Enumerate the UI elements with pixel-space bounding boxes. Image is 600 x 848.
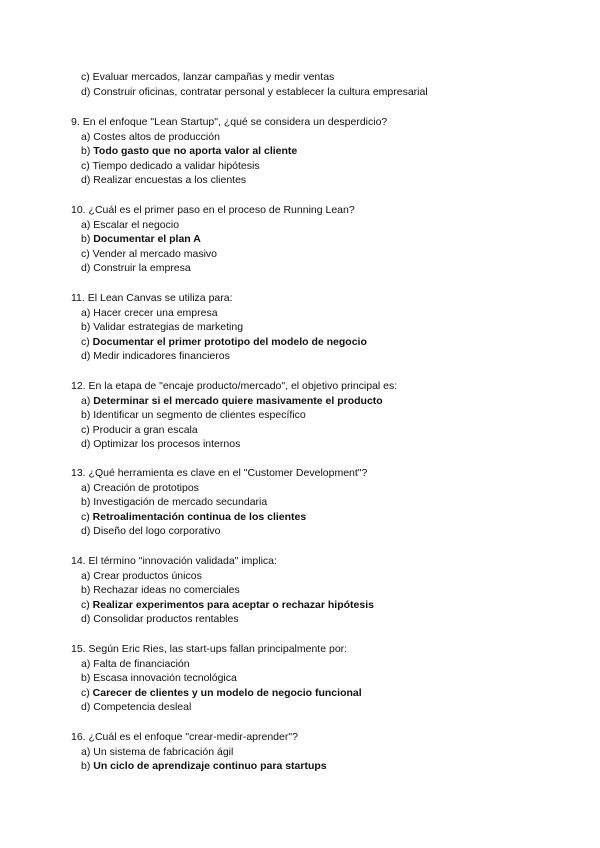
option-b: b) Validar estrategias de marketing (81, 321, 244, 334)
question-text: 15. Según Eric Ries, las start-ups fallan principalmente por: (71, 643, 348, 655)
question-11 (71, 291, 571, 364)
option-a: a) Falta de financiación (81, 657, 190, 670)
option-d: d) Construir la empresa (81, 262, 191, 275)
question-16 (71, 730, 571, 774)
option-d: d) Consolidar productos rentables (81, 613, 239, 626)
question-text: 11. El Lean Canvas se utiliza para: (71, 292, 233, 304)
option-a-correct: a) Determinar si el mercado quiere masivamente el producto (81, 394, 383, 407)
option-b-correct: b) Un ciclo de aprendizaje continuo para startups (81, 760, 327, 773)
option-b-correct: b) Documentar el plan A (81, 233, 201, 246)
question-12 (71, 379, 571, 452)
option-a: a) Costes altos de producción (81, 130, 220, 143)
option-c: c) Tiempo dedicado a validar hipótesis (81, 159, 260, 172)
option-d: d) Competencia desleal (81, 701, 192, 714)
question-text: 13. ¿Qué herramienta es clave en el "Customer Development"? (71, 467, 368, 479)
option-c: c) Vender al mercado masivo (81, 247, 217, 260)
option-b-correct: b) Todo gasto que no aporta valor al cliente (81, 145, 298, 158)
option-a: a) Crear productos únicos (81, 569, 202, 582)
option-b: b) Investigación de mercado secundaria (81, 496, 268, 509)
option-d: d) Construir oficinas, contratar personal y establecer la cultura empresarial (81, 85, 428, 98)
question-10 (71, 203, 571, 276)
question-9 (71, 115, 571, 188)
option-a: a) Creación de prototipos (81, 481, 199, 494)
option-c-correct: c) Realizar experimentos para aceptar o rechazar hipótesis (81, 598, 374, 611)
option-c: c) Evaluar mercados, lanzar campañas y medir ventas (81, 71, 335, 83)
question-text: 16. ¿Cuál es el enfoque "crear-medir-aprender"? (71, 731, 298, 743)
option-b: b) Identificar un segmento de clientes específico (81, 409, 306, 422)
option-a: a) Escalar el negocio (81, 218, 180, 231)
option-c-correct: c) Documentar el primer prototipo del modelo de negocio (81, 335, 367, 348)
option-d: d) Realizar encuestas a los clientes (81, 174, 247, 187)
option-d: d) Diseño del logo corporativo (81, 525, 221, 538)
question-14 (71, 554, 571, 627)
option-c: c) Producir a gran escala (81, 423, 198, 436)
question-13 (71, 466, 571, 539)
question-text: 14. El término "innovación validada" implica: (71, 555, 277, 567)
option-c-correct: c) Carecer de clientes y un modelo de negocio funcional (81, 686, 362, 699)
question-text: 12. En la etapa de "encaje producto/mercado", el objetivo principal es: (71, 380, 398, 392)
option-a: a) Hacer crecer una empresa (81, 306, 218, 319)
option-d: d) Optimizar los procesos internos (81, 438, 241, 451)
option-c-correct: c) Retroalimentación continua de los clientes (81, 510, 307, 523)
question-text: 10. ¿Cuál es el primer paso en el proceso de Running Lean? (71, 204, 355, 216)
option-b: b) Escasa innovación tecnológica (81, 672, 237, 685)
option-d: d) Medir indicadores financieros (81, 350, 230, 363)
option-a: a) Un sistema de fabricación ágil (81, 745, 234, 758)
continued-options (71, 70, 571, 99)
option-b: b) Rechazar ideas no comerciales (81, 584, 240, 597)
question-15 (71, 642, 571, 715)
question-text: 9. En el enfoque "Lean Startup", ¿qué se considera un desperdicio? (71, 116, 388, 128)
